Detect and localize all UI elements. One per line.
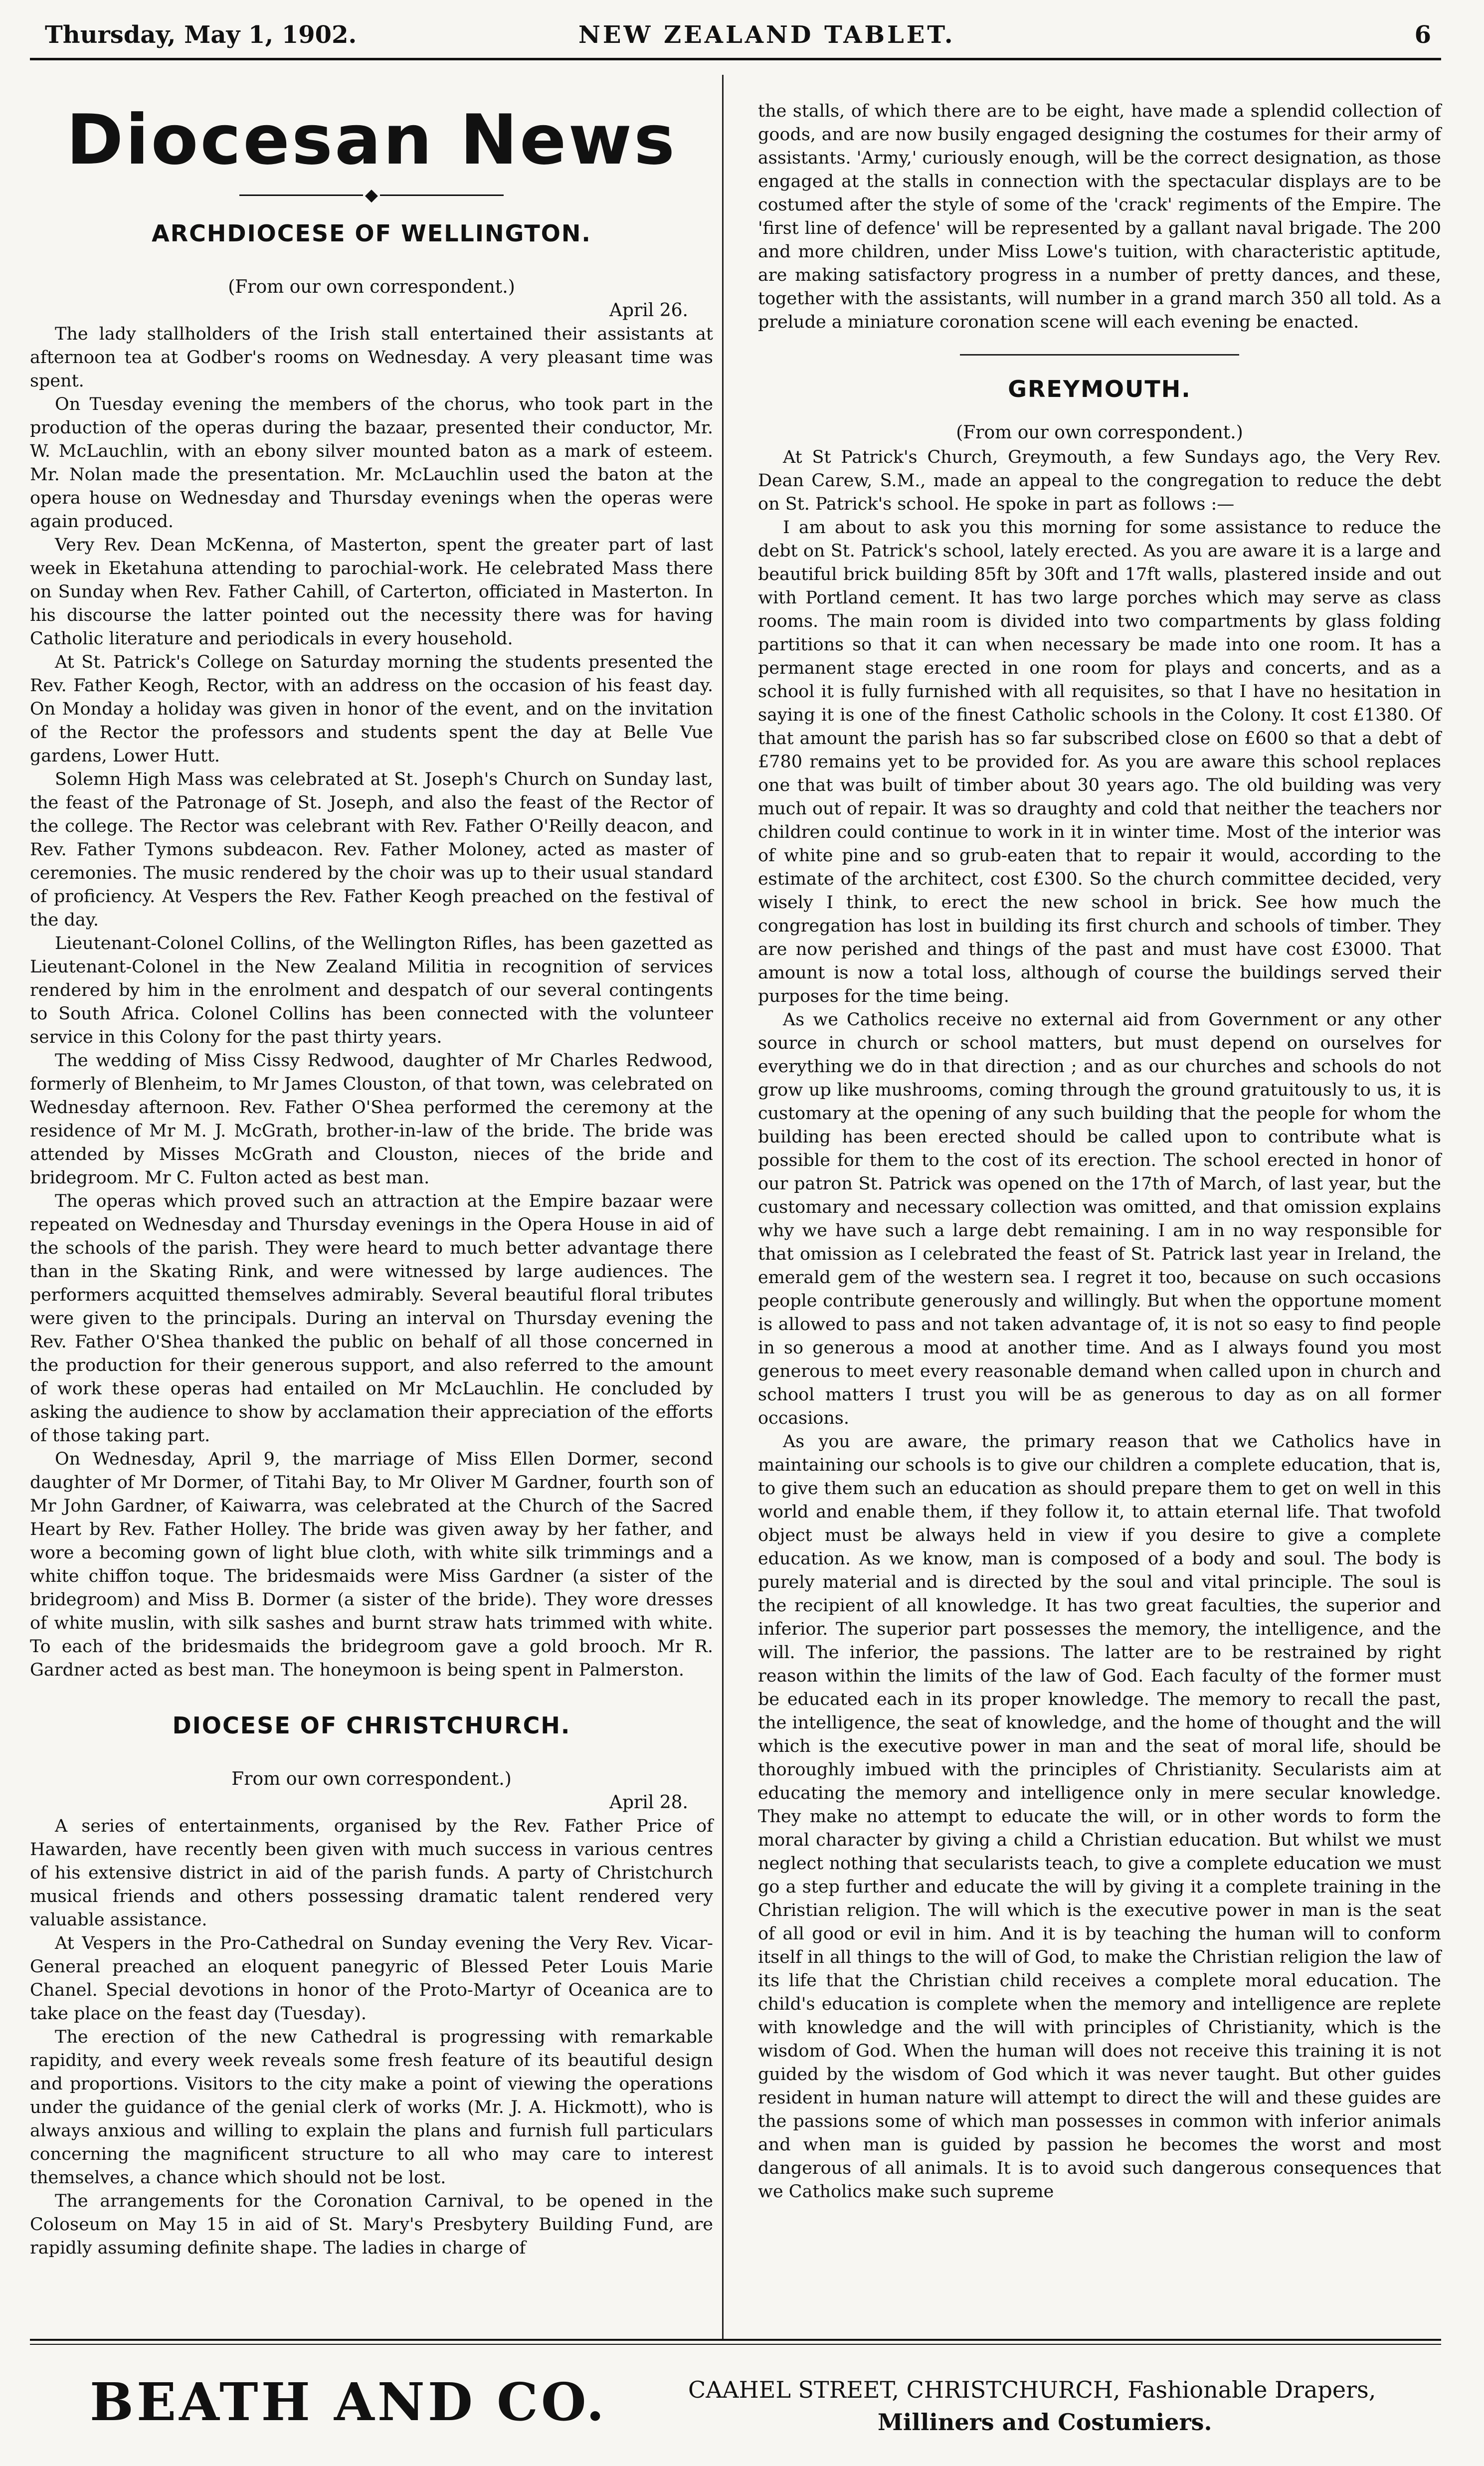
wellington-paragraph: Solemn High Mass was celebrated at St. Joseph's Church on Sunday last, the feast of the Patronage of St. Joseph, and also the feast of the Rector of the college. The Rector was celebrant with Rev. Father O'Reilly deacon, and Rev. Father Tymons subdeacon. Rev. Father Moloney, acted as master of ceremonies. The music rendered by the choir was up to their usual standard of proficiency. At Vespers the Rev. Father Keogh preached on the festival of the day. [30,769,713,930]
wellington-title: ARCHDIOCESE OF WELLINGTON. [152,220,591,247]
wellington-paragraph: The lady stallholders of the Irish stall entertained their assistants at afternoon tea at Godber's rooms on Wednesday. A very pleasant time was spent. [30,324,713,391]
advert-address: CAAHEL STREET, CHRISTCHURCH, Fashionable Drapers, [688,2376,1376,2403]
section-rule [960,354,1239,356]
newspaper-title: NEW ZEALAND TABLET. [578,21,955,49]
greymouth-paragraph: I am about to ask you this morning for some assistance to reduce the debt on St. Patrick's school, lately erected. As you are aware it is a large and beautiful brick building 85ft by 30ft and 17ft walls, plastered inside and out with Portland cement. It has two large porches which may serve as class rooms. The main room is divided into two compartments by glass folding partitions so that it can when necessary be made into one room. It has a permanent stage erected in one room for plays and concerts, and as a school it is fully furnished with all requisites, so that I have no hesitation in saying it is one of the finest Catholic schools in the Colony. It cost £1380. Of that amount the parish has so far subscribed close on £600 so that a debt of £780 remains yet to be provided for. As you are aware this school replaces one that was built of timber about 30 years ago. The old building was very much out of repair. It was so draughty and cold that neither the teachers nor children could continue to work in it in winter time. Most of the interior was of white pine and so grub-eaten that to repair it would, according to the estimate of the architect, cost £300. So the church committee decided, very wisely I think, to erect the new school in brick. See how much the congregation has lost in building its first church and schools of timber. They are now perished and things of the past and must have cost £3000. That amount is now a total loss, although of course the buildings served their purposes for the time being. [758,518,1441,1006]
wellington-paragraph: Very Rev. Dean McKenna, of Masterton, spent the greater part of last week in Eketahuna attending to parochial-work. He celebrated Mass there on Sunday when Rev. Father Cahill, of Carterton, officiated in Masterton. In his discourse the latter pointed out the necessity there was for having Catholic literature and periodicals in every household. [30,535,713,649]
christchurch-continuation: the stalls, of which there are to be eight, have made a splendid collection of goods, and are now busily engaged designing the costumes for their army of assistants. 'Army,' curiously enough, will be the correct designation, as those engaged at the stalls in connection with the spectacular displays are to be costumed after the style of some of the 'crack' regiments of the Empire. The 'first line of defence' will be represented by a gallant naval brigade. The 200 and more children, under Miss Lowe's tuition, with characteristic aptitude, are making satisfactory progress in a number of pretty dances, and these, together with the assistants, will number in a grand march 350 all told. As a prelude a miniature coronation scene will each evening be enacted. [758,101,1441,332]
christchurch-correspondent: From our own correspondent.) [231,1769,512,1789]
wellington-paragraph: The wedding of Miss Cissy Redwood, daughter of Mr Charles Redwood, formerly of Blenheim, to Mr James Clouston, of that town, was celebrated on Wednesday afternoon. Rev. Father O'Shea performed the ceremony at the residence of Mr M. J. McGrath, brother-in-law of the bride. The bride was attended by Misses McGrath and Clouston, nieces of the bride and bridegroom. Mr C. Fulton acted as best man. [30,1051,713,1188]
section-masthead: Diocesan News [66,100,677,180]
wellington-paragraph: At St. Patrick's College on Saturday morning the students presented the Rev. Father Keogh, Rector, with an address on the occasion of his feast day. On Monday a holiday was given in honor of the event, and on the invitation of the Rector the professors and students spent the day at Belle Vue gardens, Lower Hutt. [30,652,713,766]
advert-company: BEATH AND CO. [90,2371,607,2433]
diamond-ornament-icon: ◆ [363,185,380,205]
christchurch-paragraph: The erection of the new Cathedral is progressing with remarkable rapidity, and every week reveals some fresh feature of its beautiful design and proportions. Visitors to the city make a point of viewing the operations under the guidance of the genial clerk of works (Mr. J. A. Hickmott), who is always anxious and willing to explain the plans and furnish full particulars concerning the magnificent structure to all who may care to interest themselves, a chance which should not be lost. [30,2027,713,2188]
christchurch-paragraph: At Vespers in the Pro-Cathedral on Sunday evening the Very Rev. Vicar-General preached an eloquent panegyric of Blessed Peter Louis Marie Chanel. Special devotions in honor of the Proto-Martyr of Oceanica are to take place on the feast day (Tuesday). [30,1933,713,2024]
diamond-rule [30,185,713,205]
page-header [30,14,1441,60]
footer-rule [30,2339,1441,2341]
page-number: 6 [1414,21,1431,49]
wellington-correspondent: (From our own correspondent.) [228,277,515,297]
greymouth-paragraph: At St Patrick's Church, Greymouth, a few Sundays ago, the Very Rev. Dean Carew, S.M., made an appeal to the congregation to reduce the debt on St. Patrick's school. He spoke in part as follows :— [758,447,1441,514]
footer-rule-thin [30,2344,1441,2345]
column-divider [722,75,724,2339]
christchurch-paragraph: A series of entertainments, organised by the Rev. Father Price of Hawarden, have recently been given with much success in various centres of his extensive district in aid of the parish funds. A party of Christchurch musical friends and others possessing dramatic talent rendered very valuable assistance. [30,1816,713,1930]
greymouth-title: GREYMOUTH. [1008,376,1191,402]
christchurch-paragraph: The arrangements for the Coronation Carnival, to be opened in the Coloseum on May 15 in aid of St. Mary's Presbytery Building Fund, are rapidly assuming definite shape. The ladies in charge of [30,2191,713,2258]
christchurch-title: DIOCESE OF CHRISTCHURCH. [172,1712,571,1739]
right-column [758,100,1441,2204]
issue-date: Thursday, May 1, 1902. [45,21,357,49]
left-column [30,90,713,2260]
greymouth-paragraph: As we Catholics receive no external aid from Government or any other source in church or school matters, but must depend on ourselves for everything we do in that direction ; and as our churches and schools do not grow up like mushrooms, coming through the ground gratuitously to us, it is customary at the opening of any such building that the people for whom the building has been erected should be called upon to contribute what is possible for them to the cost of its erection. The school erected in honor of our patron St. Patrick was opened on the 17th of March, of last year, but the customary and necessary collection was omitted, and that omission explains why we have such a large debt remaining. I am in no way responsible for that omission as I celebrated the feast of St. Patrick last year in Ireland, the emerald gem of the western sea. I regret it too, because on such occasions people contribute generously and willingly. But when the opportune moment is allowed to pass and not taken advantage of, it is not so easy to find people in so generous a mood at another time. And as I always found you most generous to meet every reasonable demand when called upon in church and school matters I trust you will be as generous to day as on all former occasions. [758,1010,1441,1428]
greymouth-paragraph: As you are aware, the primary reason that we Catholics have in maintaining our schools is to give our children a complete education, that is, to give them such an education as should prepare them to get on well in this world and enable them, if they follow it, to attain eternal life. That twofold object must be always held in view if you desire to give a complete education. As we know, man is composed of a body and soul. The body is purely material and is directed by the soul and vital principle. The soul is the recipient of all knowledge. It has two great faculties, the superior and inferior. The superior part possesses the memory, the intelligence, and the will. The inferior, the passions. The latter are to be restrained by right reason within the limits of the law of God. Each faculty of the former must be educated each in its proper knowledge. The memory to recall the past, the intelligence, the seat of knowledge, and the home of thought and the will which is the executive power in man and the seat of moral life, should be thoroughly imbued with the principles of Christianity. Secularists aim at educating the memory and intelligence only in mere secular knowledge. They make no attempt to educate the will, or in other words to form the moral character by giving a child a Christian education. But whilst we must neglect nothing that secularists teach, to give a complete education we must go a step further and educate the will by giving it a complete training in the Christian religion. The will which is the executive power in man is the seat of all good or evil in him. And it is by teaching the human will to conform itself in all things to the will of God, to make the Christian religion the law of its life that the Christian child receives a complete moral education. The child's education is complete when the memory and intelligence are replete with knowledge and the will with principles of Christianity, which is the wisdom of God. When the human will does not receive this training it is not guided by the wisdom of God which it was never taught. But other guides resident in human nature will attempt to direct the will and these guides are the passions some of which man possesses in common with inferior animals and when man is guided by passion he becomes the worst and most dangerous of all animals. It is to avoid such dangerous consequences that we Catholics make such supreme [758,1432,1442,2202]
wellington-paragraph: On Tuesday evening the members of the chorus, who took part in the production of the operas during the bazaar, presented their conductor, Mr. W. McLauchlin, with an ebony silver mounted baton as a mark of esteem. Mr. Nolan made the presentation. Mr. McLauchlin used the baton at the opera house on Wednesday and Thursday evenings when the operas were again produced. [30,394,713,532]
wellington-paragraph: Lieutenant-Colonel Collins, of the Wellington Rifles, has been gazetted as Lieutenant-Colonel in the New Zealand Militia in recognition of services rendered by him in the enrolment and despatch of our several contingents to South Africa. Colonel Collins has been connected with the volunteer service in this Colony for the past thirty years. [30,934,713,1047]
advert-trade: Milliners and Costumiers. [878,2409,1212,2436]
christchurch-date: April 28. [609,1792,688,1813]
greymouth-correspondent: (From our own correspondent.) [956,422,1243,443]
wellington-paragraph: The operas which proved such an attraction at the Empire bazaar were repeated on Wednesday and Thursday evenings in the Opera House in aid of the schools of the parish. They were heard to much better advantage there than in the Skating Rink, and were witnessed by large audiences. The performers acquitted themselves admirably. Several beautiful floral tributes were given to the principals. During an interval on Thursday evening the Rev. Father O'Shea thanked the public on behalf of all those concerned in the production for their generous support, and also referred to the amount of work these operas had entailed on Mr McLauchlin. He concluded by asking the audience to show by acclamation their appreciation of the efforts of those taking part. [30,1191,713,1446]
wellington-date: April 26. [609,300,688,321]
wellington-paragraph: On Wednesday, April 9, the marriage of Miss Ellen Dormer, second daughter of Mr Dormer, of Titahi Bay, to Mr Oliver M Gardner, fourth son of Mr John Gardner, of Kaiwarra, was celebrated at the Church of the Sacred Heart by Rev. Father Holley. The bride was given away by her father, and wore a becoming gown of light blue cloth, with white silk trimmings and a white chiffon toque. The bridesmaids were Miss Gardner (a sister of the bridegroom) and Miss B. Dormer (a sister of the bride). They wore dresses of white muslin, with silk sashes and burnt straw hats trimmed with white. To each of the bridesmaids the bridegroom gave a gold brooch. Mr R. Gardner acted as best man. The honeymoon is being spent in Palmerston. [30,1449,713,1680]
